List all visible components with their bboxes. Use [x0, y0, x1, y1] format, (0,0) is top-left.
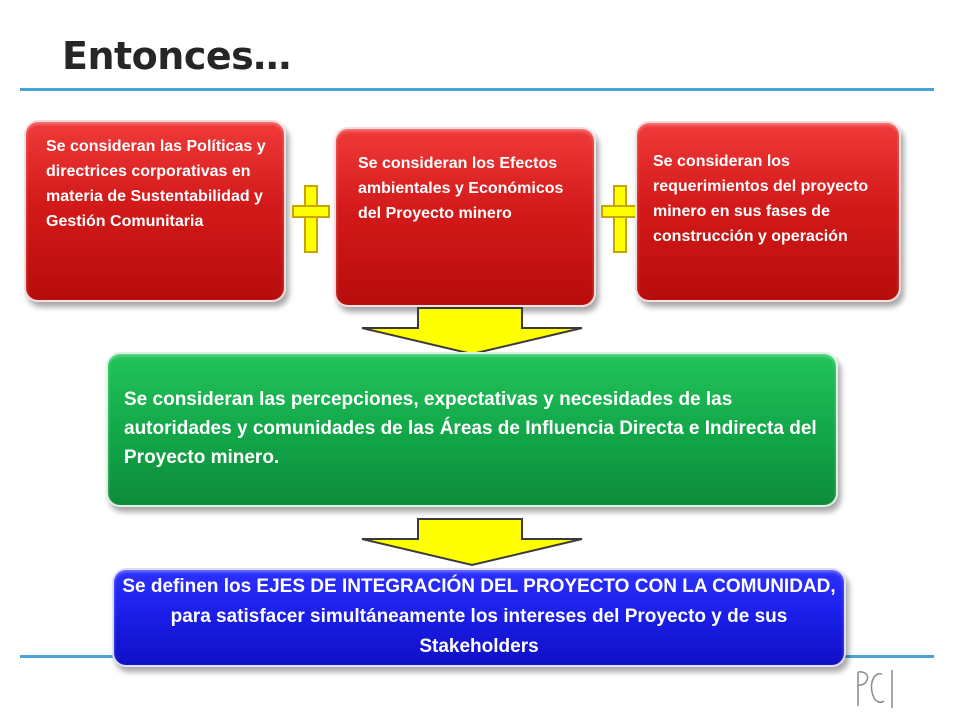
- box-ejes: Se definen los EJES DE INTEGRACIÓN DEL PROYECTO CON LA COMUNIDAD, para satisfacer simultáneamente los intereses del Proyecto y de sus Stakeholders: [112, 568, 846, 667]
- box-politicas: Se consideran las Políticas y directrices corporativas en materia de Sustentabilidad y Gestión Comunitaria: [24, 120, 286, 302]
- page-title: Entonces…: [62, 34, 291, 78]
- arrow-down-icon: [360, 517, 590, 567]
- arrow-down-icon: [360, 306, 590, 356]
- plus-icon: [600, 184, 640, 254]
- box-percepciones: Se consideran las percepciones, expectativas y necesidades de las autoridades y comunidades de las Áreas de Influencia Directa e Indirecta del Proyecto minero.: [106, 352, 838, 507]
- plus-icon: [291, 184, 331, 254]
- pci-logo: [852, 668, 898, 710]
- box-efectos: Se consideran los Efectos ambientales y Económicos del Proyecto minero: [334, 127, 596, 307]
- top-divider: [20, 88, 934, 91]
- box-requerimientos: Se consideran los requerimientos del proyecto minero en sus fases de construcción y operación: [635, 121, 901, 302]
